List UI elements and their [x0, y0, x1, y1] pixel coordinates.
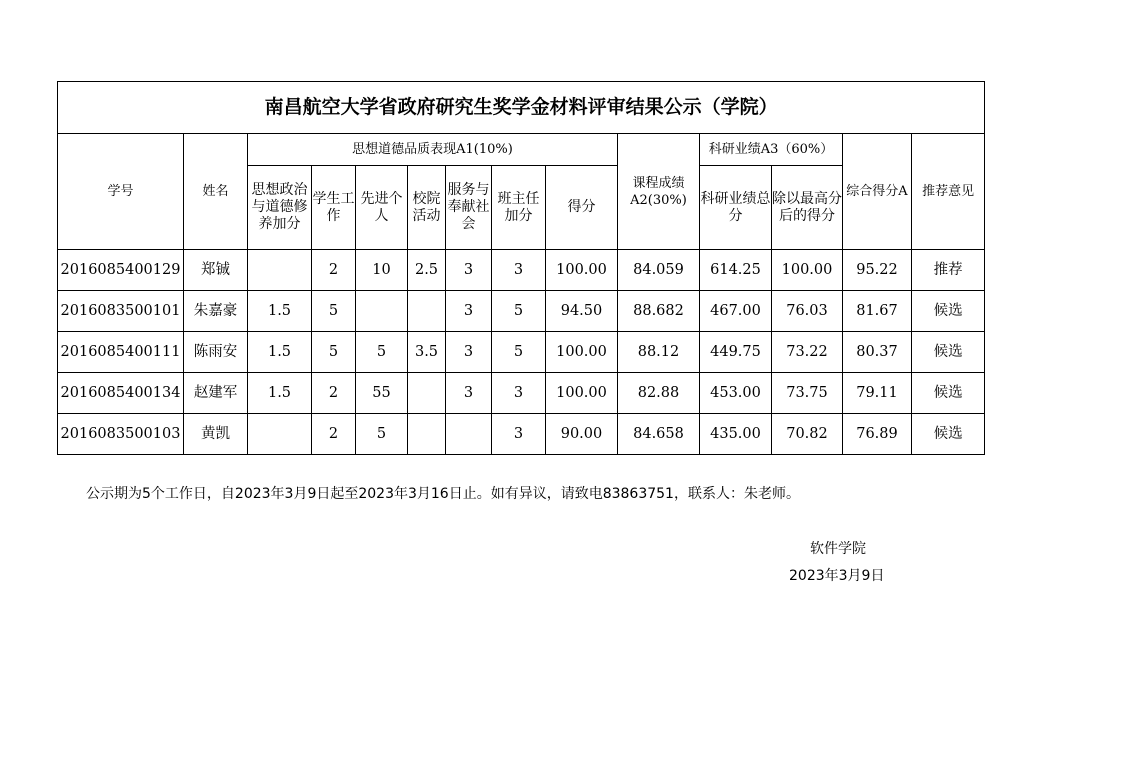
cell-moral-score: 100.00 [546, 250, 618, 291]
cell-research-total: 435.00 [700, 414, 772, 455]
cell-student-work: 5 [312, 332, 356, 373]
cell-campus-activity [408, 291, 446, 332]
cell-student-work: 2 [312, 250, 356, 291]
table-row [58, 414, 985, 455]
cell-composite: 80.37 [843, 332, 912, 373]
table-row [58, 250, 985, 291]
cell-campus-activity: 3.5 [408, 332, 446, 373]
cell-political [248, 414, 312, 455]
cell-composite: 81.67 [843, 291, 912, 332]
cell-name: 赵建军 [184, 373, 248, 414]
cell-moral-score: 100.00 [546, 373, 618, 414]
notice-text: 公示期为5个工作日，自2023年3月9日起至2023年3月16日止。如有异议，请致电83863751，联系人：朱老师。 [86, 486, 800, 502]
table-row [58, 373, 985, 414]
header-class-teacher: 班主任加分 [492, 166, 546, 250]
cell-advanced-individual [356, 291, 408, 332]
cell-campus-activity: 2.5 [408, 250, 446, 291]
cell-student-id: 2016085400129 [58, 250, 184, 291]
cell-student-id: 2016083500101 [58, 291, 184, 332]
cell-recommendation: 候选 [912, 332, 985, 373]
header-research-normalized: 除以最高分后的得分 [772, 166, 843, 250]
cell-research-normalized: 73.22 [772, 332, 843, 373]
cell-name: 郑铖 [184, 250, 248, 291]
notice-date: 2023年3月9日 [789, 568, 885, 584]
header-advanced-individual: 先进个人 [356, 166, 408, 250]
cell-research-normalized: 76.03 [772, 291, 843, 332]
cell-research-total: 467.00 [700, 291, 772, 332]
header-name: 姓名 [184, 134, 248, 250]
header-campus-activity: 校院活动 [408, 166, 446, 250]
header-recommendation: 推荐意见 [912, 134, 985, 250]
cell-recommendation: 推荐 [912, 250, 985, 291]
cell-name: 黄凯 [184, 414, 248, 455]
cell-composite: 76.89 [843, 414, 912, 455]
cell-research-total: 614.25 [700, 250, 772, 291]
table-row [58, 332, 985, 373]
cell-social-service [446, 414, 492, 455]
cell-political: 1.5 [248, 373, 312, 414]
cell-student-work: 5 [312, 291, 356, 332]
header-student-id: 学号 [58, 134, 184, 250]
header-moral-group: 思想道德品质表现A1(10%) [248, 134, 618, 166]
department-signature: 软件学院 [810, 541, 866, 557]
cell-recommendation: 候选 [912, 291, 985, 332]
cell-composite: 79.11 [843, 373, 912, 414]
cell-composite: 95.22 [843, 250, 912, 291]
header-composite: 综合得分A [843, 134, 912, 250]
cell-course-score: 84.059 [618, 250, 700, 291]
cell-research-normalized: 73.75 [772, 373, 843, 414]
cell-student-work: 2 [312, 373, 356, 414]
cell-advanced-individual: 55 [356, 373, 408, 414]
cell-student-id: 2016085400111 [58, 332, 184, 373]
cell-name: 朱嘉豪 [184, 291, 248, 332]
cell-recommendation: 候选 [912, 414, 985, 455]
cell-research-total: 449.75 [700, 332, 772, 373]
cell-class-teacher: 3 [492, 250, 546, 291]
cell-recommendation: 候选 [912, 373, 985, 414]
cell-class-teacher: 5 [492, 332, 546, 373]
cell-course-score: 84.658 [618, 414, 700, 455]
cell-course-score: 88.12 [618, 332, 700, 373]
cell-research-normalized: 70.82 [772, 414, 843, 455]
cell-political: 1.5 [248, 332, 312, 373]
cell-research-total: 453.00 [700, 373, 772, 414]
cell-political [248, 250, 312, 291]
cell-research-normalized: 100.00 [772, 250, 843, 291]
cell-campus-activity [408, 414, 446, 455]
header-course-score: 课程成绩A2(30%) [618, 134, 700, 250]
cell-political: 1.5 [248, 291, 312, 332]
cell-advanced-individual: 5 [356, 414, 408, 455]
cell-social-service: 3 [446, 291, 492, 332]
header-research-total: 科研业绩总分 [700, 166, 772, 250]
cell-advanced-individual: 5 [356, 332, 408, 373]
table-row [58, 291, 985, 332]
header-moral-score: 得分 [546, 166, 618, 250]
cell-class-teacher: 5 [492, 291, 546, 332]
results-table [57, 81, 985, 455]
cell-campus-activity [408, 373, 446, 414]
header-social-service: 服务与奉献社会 [446, 166, 492, 250]
header-student-work: 学生工作 [312, 166, 356, 250]
cell-class-teacher: 3 [492, 414, 546, 455]
cell-student-work: 2 [312, 414, 356, 455]
cell-student-id: 2016083500103 [58, 414, 184, 455]
cell-course-score: 88.682 [618, 291, 700, 332]
cell-course-score: 82.88 [618, 373, 700, 414]
cell-advanced-individual: 10 [356, 250, 408, 291]
cell-social-service: 3 [446, 332, 492, 373]
cell-social-service: 3 [446, 373, 492, 414]
cell-moral-score: 90.00 [546, 414, 618, 455]
header-research-group: 科研业绩A3（60%） [700, 134, 843, 166]
cell-student-id: 2016085400134 [58, 373, 184, 414]
cell-moral-score: 94.50 [546, 291, 618, 332]
cell-moral-score: 100.00 [546, 332, 618, 373]
cell-social-service: 3 [446, 250, 492, 291]
page-title: 南昌航空大学省政府研究生奖学金材料评审结果公示（学院） [58, 82, 985, 134]
cell-class-teacher: 3 [492, 373, 546, 414]
header-political: 思想政治与道德修养加分 [248, 166, 312, 250]
cell-name: 陈雨安 [184, 332, 248, 373]
